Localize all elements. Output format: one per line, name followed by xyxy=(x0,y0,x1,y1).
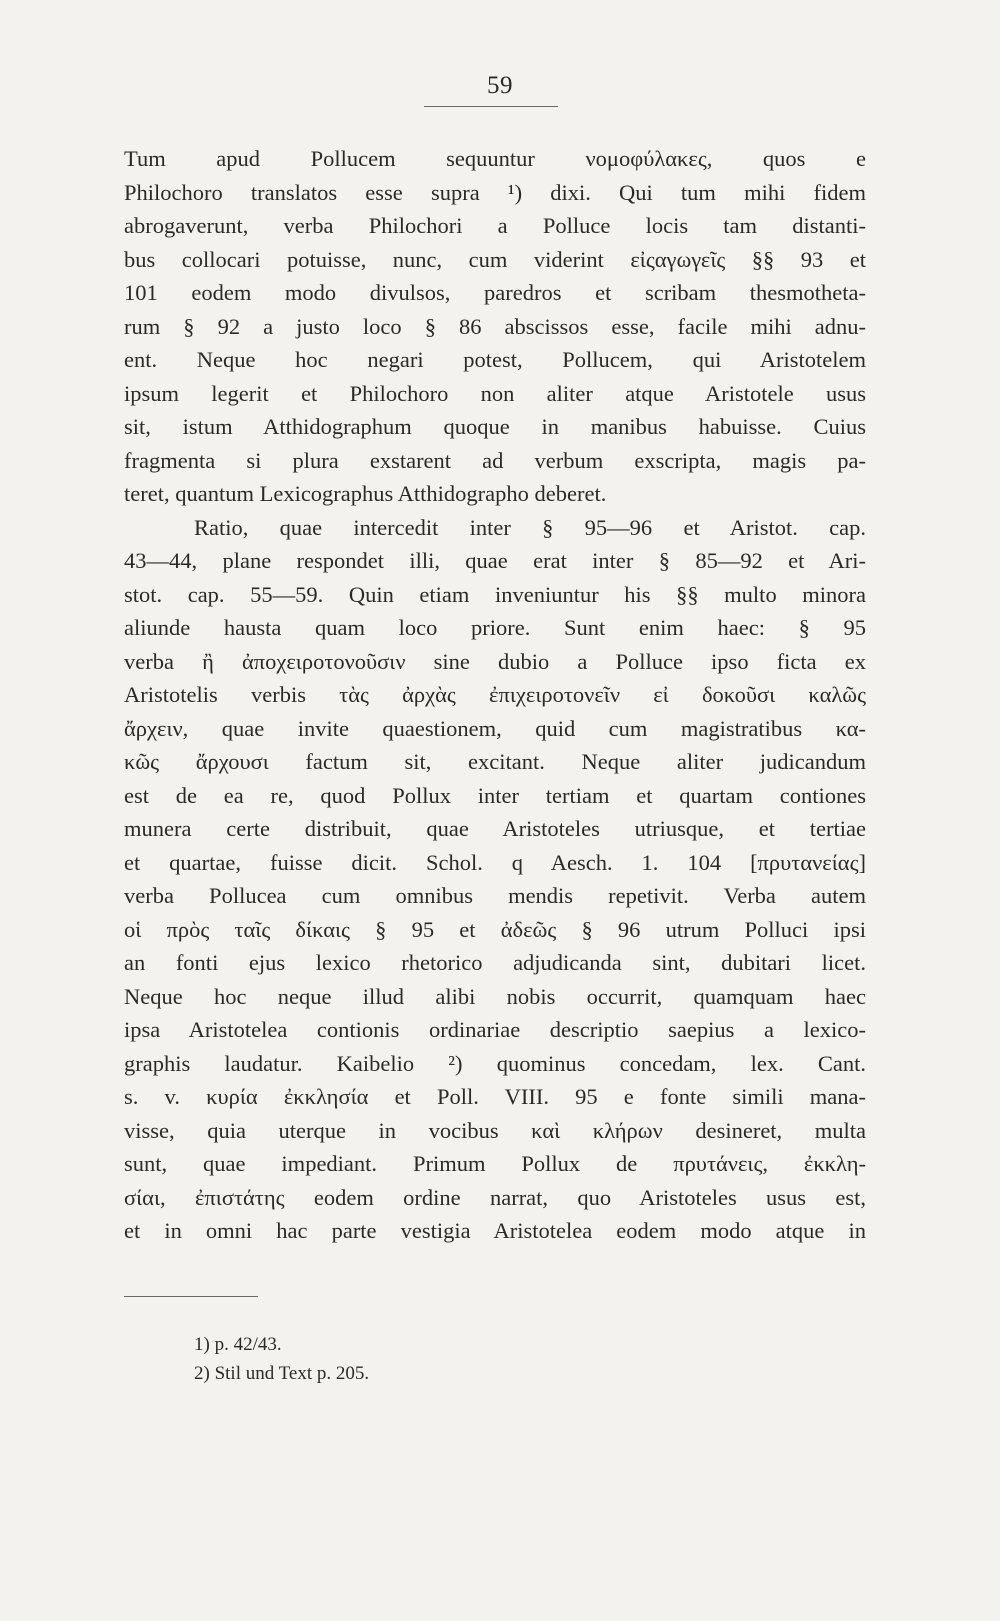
text-line: fragmenta si plura exstarent ad verbum exscripta, magis pa- xyxy=(124,447,866,473)
text-line: teret, quantum Lexicographus Atthidographo deberet. xyxy=(124,481,607,506)
text-line: σίαι, ἐπιστάτης eodem ordine narrat, quo Aristoteles usus est, xyxy=(124,1184,866,1210)
text-line: est de ea re, quod Pollux inter tertiam et quartam contiones xyxy=(124,782,866,808)
text-line: sunt, quae impediant. Primum Pollux de πρυτάνεις, ἐκκλη- xyxy=(124,1151,866,1176)
text-line: an fonti ejus lexico rhetorico adjudicanda sint, dubitari licet. xyxy=(124,950,866,975)
text-line: Philochoro translatos esse supra ¹) dixi. Qui tum mihi fidem xyxy=(124,179,866,205)
text-line: et quartae, fuisse dicit. Schol. q Aesch. 1. 104 [πρυτανείας] xyxy=(124,849,866,875)
text-line: ent. Neque hoc negari potest, Pollucem, qui Aristotelem xyxy=(124,347,866,372)
text-line: Aristotelis verbis τὰς ἀρχὰς ἐπιχειροτονεῖν εἰ δοκοῦσι καλῶς xyxy=(124,682,866,707)
page-number-rule xyxy=(424,106,558,107)
text-line: sit, istum Atthidographum quoque in manibus habuisse. Cuius xyxy=(124,414,866,439)
text-line: Ratio, quae intercedit inter § 95—96 et Aristot. cap. xyxy=(194,514,866,540)
text-line: verba ἢ ἀποχειροτονοῦσιν sine dubio a Polluce ipso ficta ex xyxy=(124,648,866,674)
text-line: 43—44, plane respondet illi, quae erat inter § 85—92 et Ari- xyxy=(124,548,866,573)
text-line: οἱ πρὸς ταῖς δίκαις § 95 et ἀδεῶς § 96 utrum Polluci ipsi xyxy=(124,916,866,942)
text-line: et in omni hac parte vestigia Aristotelea eodem modo atque in xyxy=(124,1218,866,1243)
text-line: verba Pollucea cum omnibus mendis repetivit. Verba autem xyxy=(124,883,866,908)
footnote-2: 2) Stil und Text p. 205. xyxy=(194,1363,370,1384)
text-line: aliunde hausta quam loco priore. Sunt enim haec: § 95 xyxy=(124,615,866,640)
text-line: s. v. κυρία ἐκκλησία et Poll. VIII. 95 e fonte simili mana- xyxy=(124,1084,866,1109)
footnote-rule xyxy=(124,1296,258,1297)
footnotes xyxy=(194,1330,369,1388)
text-line: rum § 92 a justo loco § 86 abscissos esse, facile mihi adnu- xyxy=(124,313,866,339)
text-line: munera certe distribuit, quae Aristoteles utriusque, et tertiae xyxy=(124,816,866,841)
text-line: ipsa Aristotelea contionis ordinariae descriptio saepius a lexico- xyxy=(124,1017,866,1042)
text-line: stot. cap. 55—59. Quin etiam inveniuntur his §§ multo minora xyxy=(124,581,866,607)
text-line: ipsum legerit et Philochoro non aliter atque Aristotele usus xyxy=(124,380,866,406)
text-line: κῶς ἄρχουσι factum sit, excitant. Neque aliter judicandum xyxy=(124,749,866,774)
text-line: bus collocari potuisse, nunc, cum viderint εἰςαγωγεῖς §§ 93 et xyxy=(124,246,866,272)
text-line: visse, quia uterque in vocibus καὶ κλήρων desineret, multa xyxy=(124,1117,866,1143)
footnote-1: 1) p. 42/43. xyxy=(194,1334,282,1355)
body-text xyxy=(124,142,866,1248)
text-line: abrogaverunt, verba Philochori a Polluce locis tam distanti- xyxy=(124,213,866,238)
text-line: Tum apud Pollucem sequuntur νομοφύλακες, quos e xyxy=(124,146,866,171)
text-line: 101 eodem modo divulsos, paredros et scribam thesmotheta- xyxy=(124,280,866,305)
text-line: ἄρχειν, quae invite quaestionem, quid cum magistratibus κα- xyxy=(124,715,866,741)
text-line: graphis laudatur. Kaibelio ²) quominus concedam, lex. Cant. xyxy=(124,1050,866,1076)
page-number: 59 xyxy=(487,72,513,99)
text-line: Neque hoc neque illud alibi nobis occurrit, quamquam haec xyxy=(124,983,866,1009)
